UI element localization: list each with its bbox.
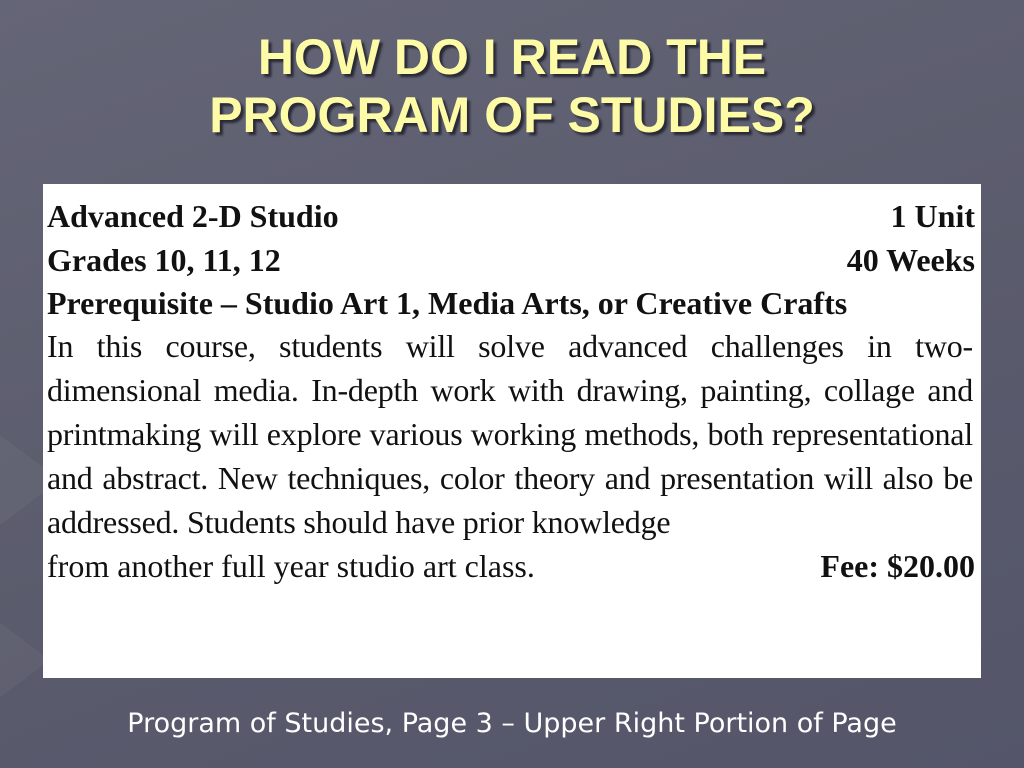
course-description-last-line: from another full year studio art class.	[47, 548, 535, 584]
slide-title-line-1: HOW DO I READ THE	[257, 29, 767, 85]
course-description: In this course, students will solve advanced challenges in two-dimensional media. In-depth work with drawing, painting, collage and printmaking will explore various working methods, both representational and abstract. New techniques, color theory and presentation will also be addressed. Students should have prior knowledge	[47, 328, 973, 540]
program-excerpt-clipping	[43, 184, 981, 678]
course-prerequisite: Prerequisite – Studio Art 1, Media Arts, or Creative Crafts	[47, 285, 848, 321]
course-description-final-row	[47, 544, 975, 588]
course-units: 1 Unit	[890, 198, 975, 234]
course-fee: Fee: $20.00	[820, 548, 975, 584]
slide-title-line-2: PROGRAM OF STUDIES?	[209, 87, 815, 143]
course-grades: Grades 10, 11, 12	[47, 242, 281, 278]
course-name: Advanced 2-D Studio	[47, 198, 339, 234]
course-grades-row	[47, 238, 975, 282]
course-duration: 40 Weeks	[846, 242, 975, 278]
course-header-row	[47, 194, 975, 238]
slide-caption: Program of Studies, Page 3 – Upper Right Portion of Page	[127, 708, 897, 739]
slide-title	[0, 28, 1024, 144]
